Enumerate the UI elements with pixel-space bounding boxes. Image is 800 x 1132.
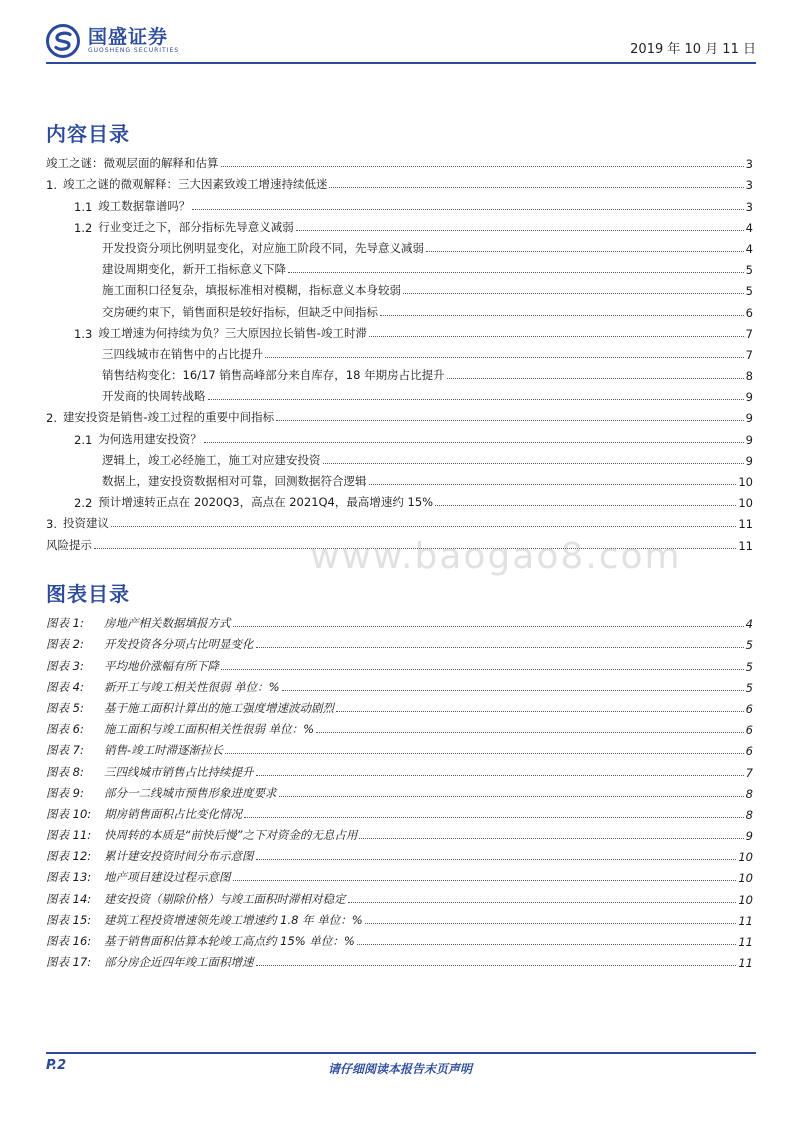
section-number: 2.1 (74, 432, 93, 447)
page-ref: 5 (745, 284, 753, 299)
toc-entry[interactable] (46, 277, 753, 298)
figure-number: 图表 7: (46, 743, 84, 758)
dot-leader (233, 880, 737, 881)
page-ref: 9 (745, 390, 753, 405)
section-number: 1.3 (74, 326, 93, 341)
table-of-contents (46, 150, 753, 553)
dot-leader (282, 690, 744, 691)
page-ref: 3 (745, 157, 753, 172)
figure-list-item[interactable] (46, 843, 753, 864)
toc-entry[interactable] (46, 425, 753, 446)
dot-leader (357, 944, 737, 945)
section-title: 开发商的快周转战略 (102, 389, 206, 404)
dot-leader (244, 817, 744, 818)
figure-list-item[interactable] (46, 864, 753, 885)
page-ref: 10 (738, 871, 753, 886)
dot-leader (426, 251, 744, 252)
figure-number: 图表 5: (46, 700, 84, 715)
logo-english-name: GUOSHENG SECURITIES (88, 47, 180, 54)
dot-leader (369, 336, 744, 337)
dot-leader (221, 166, 744, 167)
figure-number: 图表 16: (46, 934, 92, 948)
toc-entry[interactable] (46, 510, 753, 531)
section-number: 2. (46, 411, 57, 426)
figure-list-item[interactable] (46, 695, 753, 716)
page-ref: 11 (738, 935, 753, 949)
guosheng-logo-icon (46, 24, 80, 58)
figure-number: 图表 12: (46, 849, 92, 864)
section-title: 风险提示 (46, 537, 92, 552)
page-ref: 10 (738, 892, 753, 907)
figure-number: 图表 15: (46, 912, 92, 927)
page-ref: 6 (745, 701, 753, 716)
logo-chinese-name: 国盛证券 (88, 26, 169, 48)
figure-title: 基于施工面积计算出的施工强度增速波动剧烈 (104, 700, 334, 715)
dot-leader (435, 505, 736, 506)
figure-number: 图表 2: (46, 637, 84, 652)
figure-list-item[interactable] (46, 674, 753, 695)
dot-leader (329, 187, 743, 188)
watermark: www.baogao8.com (310, 536, 682, 577)
figure-title: 快周转的本质是“前快后慢”之下对资金的无息占用 (104, 828, 358, 843)
page-ref: 8 (745, 786, 753, 801)
dot-leader (369, 484, 737, 485)
dot-leader (365, 923, 737, 924)
dot-leader (348, 902, 737, 903)
toc-entry[interactable] (46, 320, 753, 341)
toc-entry[interactable] (46, 447, 753, 468)
dot-leader (265, 357, 744, 358)
figure-number: 图表 4: (46, 679, 84, 694)
page-ref: 8 (745, 807, 753, 822)
figure-number: 图表 1: (46, 616, 84, 631)
section-number: 1.1 (74, 199, 93, 214)
section-title: 数据上，建安投资数据相对可靠，回测数据符合逻辑 (102, 474, 367, 488)
footer-divider (46, 1052, 756, 1054)
dot-leader (256, 647, 744, 648)
figure-list-item[interactable] (46, 652, 753, 673)
page-ref: 6 (745, 305, 753, 320)
dot-leader (221, 669, 744, 670)
toc-entry[interactable] (46, 383, 753, 404)
dot-leader (225, 753, 744, 754)
figure-number: 图表 17: (46, 955, 92, 970)
toc-entry[interactable] (46, 192, 753, 213)
figure-number: 图表 3: (46, 658, 84, 673)
disclaimer-note: 请仔细阅读本报告末页声明 (327, 1062, 472, 1076)
section-title: 三四线城市在销售中的占比提升 (102, 346, 263, 361)
figure-title: 地产项目建设过程示意图 (104, 870, 231, 885)
figure-list-item[interactable] (46, 801, 753, 822)
section-title: 销售结构变化：16/17 销售高峰部分来自库存，18 年期房占比提升 (102, 368, 445, 383)
section-title: 交房硬约束下，销售面积是较好指标，但缺乏中间指标 (102, 304, 378, 319)
figure-list-item[interactable] (46, 758, 753, 779)
header-divider (46, 62, 756, 64)
toc-entry[interactable] (46, 362, 753, 383)
figure-number: 图表 10: (46, 806, 92, 821)
figure-list-item[interactable] (46, 780, 753, 801)
figure-number: 图表 6: (46, 722, 84, 737)
page-ref: 5 (745, 263, 753, 278)
dot-leader (380, 315, 744, 316)
figure-title: 新开工与竣工相关性很弱 单位：% (104, 679, 280, 694)
toc-entry[interactable] (46, 256, 753, 277)
page-ref: 5 (745, 638, 753, 653)
dot-leader (296, 230, 744, 231)
figure-title: 施工面积与竣工面积相关性很弱 单位：% (104, 722, 315, 737)
section-title: 预计增速转正点在 2020Q3，高点在 2021Q4，最高增速约 15% (98, 495, 434, 510)
dot-leader (288, 272, 744, 273)
figure-list-item[interactable] (46, 716, 753, 737)
figure-number: 图表 8: (46, 764, 84, 779)
page-ref: 11 (738, 956, 753, 971)
figure-number: 图表 14: (46, 891, 92, 906)
figure-title: 平均地价涨幅有所下降 (104, 658, 219, 673)
toc-heading: 内容目录 (46, 122, 130, 146)
dot-leader (276, 420, 744, 421)
figure-title: 三四线城市销售占比持续提升 (104, 764, 254, 779)
dot-leader (233, 626, 744, 627)
page-ref: 9 (745, 453, 753, 468)
section-title: 竣工之谜的微观解释：三大因素致竣工增速持续低迷 (62, 177, 328, 192)
report-date: 2019 年 10 月 11 日 (630, 42, 756, 57)
page-ref: 4 (745, 617, 753, 632)
section-title: 竣工增速为何持续为负？三大原因拉长销售-竣工时滞 (98, 325, 367, 340)
figure-list-item[interactable] (46, 822, 753, 843)
figure-list-item[interactable] (46, 631, 753, 652)
page-ref: 7 (745, 765, 753, 780)
dot-leader (192, 209, 743, 210)
figure-title: 基于销售面积估算本轮竣工高点约 15% 单位：% (104, 934, 355, 948)
dot-leader (208, 399, 744, 400)
page-ref: 11 (738, 913, 753, 928)
page-ref: 9 (745, 411, 753, 426)
figure-title: 开发投资各分项占比明显变化 (104, 637, 254, 652)
figure-list-item[interactable] (46, 928, 753, 949)
page-ref: 7 (745, 326, 753, 341)
page-number: P.2 (46, 1058, 67, 1073)
page-ref: 3 (745, 178, 753, 193)
figure-title: 房地产相关数据填报方式 (104, 616, 231, 631)
section-title: 竣工数据靠谱吗？ (98, 198, 191, 213)
page-ref: 10 (738, 496, 753, 511)
section-number: 1. (46, 178, 57, 193)
section-title: 逻辑上，竣工必经施工，施工对应建安投资 (102, 452, 321, 467)
toc-entry[interactable] (46, 235, 753, 256)
figure-number: 图表 13: (46, 870, 92, 885)
figures-heading: 图表目录 (46, 582, 130, 606)
dot-leader (403, 293, 744, 294)
section-number: 2.2 (74, 496, 93, 511)
toc-entry[interactable] (46, 468, 753, 489)
figure-title: 销售-竣工时滞逐渐拉长 (104, 743, 224, 758)
section-title: 开发投资分项比例明显变化，对应施工阶段不同，先导意义减弱 (102, 240, 424, 255)
figure-title: 累计建安投资时间分布示意图 (104, 849, 254, 864)
figure-list (46, 610, 753, 970)
toc-entry[interactable] (46, 404, 753, 425)
toc-entry[interactable] (46, 341, 753, 362)
section-number: 3. (46, 517, 57, 532)
page-ref: 10 (738, 850, 753, 865)
figure-title: 部分房企近四年竣工面积增速 (104, 955, 254, 970)
dot-leader (359, 838, 743, 839)
page-ref: 5 (745, 659, 753, 674)
page-ref: 11 (738, 538, 753, 553)
dot-leader (323, 463, 744, 464)
page-ref: 6 (745, 744, 753, 759)
page-ref: 4 (745, 241, 753, 256)
figure-title: 期房销售面积占比变化情况 (104, 806, 242, 821)
figure-list-item[interactable] (46, 610, 753, 631)
section-title: 建设周期变化，新开工指标意义下降 (102, 262, 286, 277)
company-logo (46, 24, 179, 58)
dot-leader (256, 965, 737, 966)
toc-entry[interactable] (46, 171, 753, 192)
page-ref: 6 (745, 723, 753, 738)
toc-entry[interactable] (46, 298, 753, 319)
figure-list-item[interactable] (46, 885, 753, 906)
section-title: 行业变迁之下，部分指标先导意义减弱 (98, 219, 294, 234)
dot-leader (204, 442, 744, 443)
section-title: 竣工之谜：微观层面的解释和估算 (46, 156, 219, 171)
page-ref: 5 (745, 680, 753, 695)
section-title: 为何选用建安投资？ (98, 431, 202, 446)
figure-list-item[interactable] (46, 737, 753, 758)
dot-leader (256, 775, 744, 776)
page-ref: 8 (745, 369, 753, 384)
toc-entry[interactable] (46, 214, 753, 235)
figure-number: 图表 11: (46, 828, 92, 843)
section-title: 投资建议 (62, 516, 109, 531)
figure-title: 建安投资（剔除价格）与竣工面积时滞相对稳定 (104, 891, 346, 906)
toc-entry[interactable] (46, 150, 753, 171)
page-ref: 3 (745, 199, 753, 214)
figure-number: 图表 9: (46, 785, 84, 800)
figure-title: 建筑工程投资增速领先竣工增速约 1.8 年 单位：% (104, 912, 363, 927)
page-ref: 7 (745, 347, 753, 362)
page-ref: 11 (738, 517, 753, 532)
dot-leader (279, 796, 744, 797)
page-header (46, 22, 756, 62)
figure-list-item[interactable] (46, 949, 753, 970)
dot-leader (256, 859, 737, 860)
dot-leader (336, 711, 744, 712)
dot-leader (316, 732, 744, 733)
section-title: 建安投资是销售-竣工过程的重要中间指标 (62, 410, 275, 425)
section-title: 施工面积口径复杂，填报标准相对模糊，指标意义本身较弱 (102, 283, 401, 298)
figure-list-item[interactable] (46, 907, 753, 928)
page-ref: 9 (745, 432, 753, 447)
page-ref: 4 (745, 220, 753, 235)
page-ref: 10 (738, 475, 753, 489)
dot-leader (111, 526, 736, 527)
section-number: 1.2 (74, 220, 93, 235)
figure-title: 部分一二线城市预售形象进度要求 (104, 785, 277, 800)
page-ref: 9 (745, 829, 753, 844)
dot-leader (447, 378, 744, 379)
toc-entry[interactable] (46, 489, 753, 510)
